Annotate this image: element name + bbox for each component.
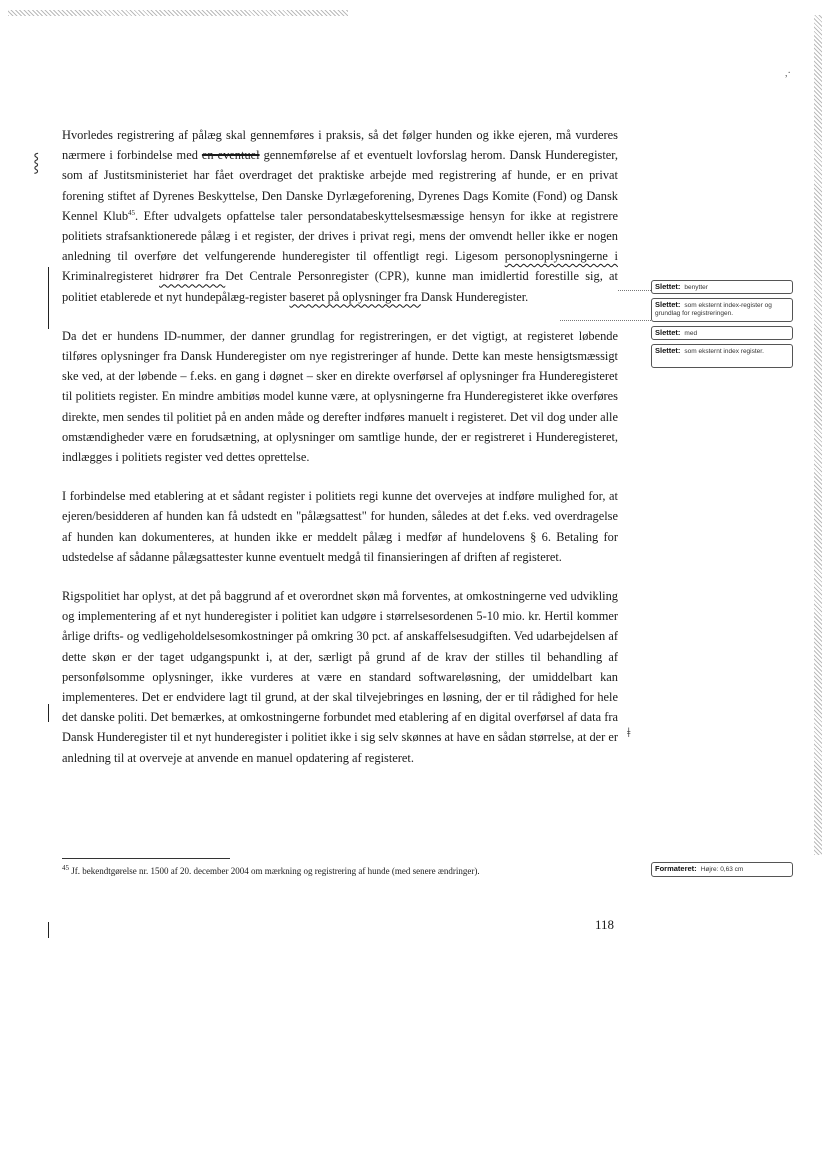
inserted-text: baseret på oplysninger fra [289,289,421,304]
paragraph-4: Rigspolitiet har oplyst, at det på baggrund af et overordnet skøn må forventes, at omkostningerne ved udvikling og implementering af et nyt hunderegister i politiet kan udgøre i størrelsesordenen 5-10 mio. kr. Hertil kommer årlige drifts- og vedligeholdelsesomkostninger på omkring 30 pct. af anskaffelsesudgiften. Ved udarbejdelsen af dette skøn er der taget udgangspunkt i, at der, særligt på grund af de krav der stilles til behandling af personfølsomme oplysninger, ikke vurderes at være en standard softwareløsning, der umiddelbart kan implementeres. Det er endvidere lagt til grund, at der skal tilvejebringes en løsning, der er til rådighed for hele det danske politi. Det bemærkes, at omkostningerne forbundet med etablering af en digital overførsel af data fra Dansk Hunderegister til et nyt hunderegister i politiet ikke i sig selv skønnes at have en sådan størrelse, at der er anledning til at overveje at anvende en manuel opdatering af registeret. [62,589,618,765]
footnote-text: Jf. bekendtgørelse nr. 1500 af 20. december 2004 om mærkning og registrering af hunde (med senere ændringer). [71,866,480,876]
scan-artifact-right [814,15,822,855]
balloon-text: med [684,330,698,337]
comment-leader [618,290,651,291]
balloon-label: Formateret: [655,864,697,873]
margin-mark-icon: ǂ [627,726,631,741]
paragraph-1 [62,125,618,307]
text-run: . Efter udvalgets opfattelse taler persondatabeskyttelsesmæssige hensyn for ikke at registrere politiets strafsanktionerede pålæg i et register, der drives i privat regi, mens der omvendt heller ikke er nogen anledning til overføre det velfungerende hunderegister til offentligt regi. Ligesom [62,208,618,264]
footnote [62,865,622,877]
balloon-label: Slettet: [655,300,681,309]
track-change-balloon[interactable] [651,344,793,368]
comment-leader [560,320,651,321]
footnote-number: 45 [62,864,69,872]
balloon-text: Højre: 0,63 cm [700,866,744,873]
text-run: gennemførelse af et eventuelt lovforslag herom. Dansk Hunderegister, som af Justitsministeriet har fået overdraget det praktiske arbejde med registrering af hunde, er en privat forening stiftet af Dyrenes Beskyttelse, Den Danske Dyrlægeforening, Dyrenes Dags Komite (Fond) og Dansk Kennel Klub [62,148,619,223]
change-bar [48,704,49,722]
balloon-label: Slettet: [655,328,681,337]
track-change-balloon[interactable] [651,326,793,340]
change-bar [48,267,49,329]
inserted-text: hidrører fra [159,269,226,284]
format-balloon[interactable] [651,862,793,877]
text-run: Hvorledes registrering af pålæg skal gennemføres i praksis, så det følger hunden og ikke ejeren, må vurderes nærmere i forbindelse med [62,128,618,163]
balloon-label: Slettet: [655,282,681,291]
deleted-text: en eventuel [201,148,260,163]
track-change-balloon[interactable] [651,280,793,294]
page-number: 118 [595,917,615,932]
footnote-separator [62,858,230,859]
scan-artifact-top [8,10,348,16]
document-body [62,125,618,787]
track-change-balloon[interactable] [651,298,793,322]
change-bar [48,922,49,938]
footnote-reference[interactable]: 45 [128,208,136,217]
paragraph-3: I forbindelse med etablering at et sådant register i politiets regi kunne det overvejes at indføre mulighed for, at ejeren/besidderen af hunden kan få udstedt en "pålægsattest" for hunden, således at det f.eks. ved overdragelse af hunden kan dokumenteres, at hunden ikke er meddelt pålæg i medfør af hundelovens § 6. Betaling for udstedelse af sådanne pålægsattester kunne eventuelt medgå til finansieringen af driften af registeret. [62,489,618,564]
balloon-label: Slettet: [655,346,681,355]
balloon-text: som eksternt index-register og grundlag for registreringen. [655,302,772,317]
text-run: Kriminalregisteret [62,269,160,284]
paragraph-2: Da det er hundens ID-nummer, der danner grundlag for registreringen, er det vigtigt, at registeret løbende tilføres oplysninger fra Dansk Hunderegister om nye registreringer af hunde. Dette kan meste hensigtsmæssigt ske ved, at der løbende – f.eks. en gang i døgnet – sker en direkte overførsel af oplysninger fra Hunderegisteret til politiets register. En mindre ambitiøs model kunne være, at oplysningerne fra Hunderegisteret ikke overføres direkte, men sendes til politiet på en anden måde og derefter indføres manuelt i registeret. Det vil dog under alle omstændigheder være en forudsætning, at oplysninger om samtlige hunde, der er registreret i Hunderegisteret, indlægges i politiets register ved dettes oprettelse. [62,328,618,465]
scan-speck: ,· [785,68,791,79]
inserted-text: personoplysningerne i [504,249,618,264]
balloon-text: benytter [684,284,708,291]
text-run: Det Centrale Personregister (CPR), kunne man imidlertid forestille sig, at politiet etablerede et nyt hundepålæg-register [62,269,618,304]
margin-mark-icon: ⸾ [33,152,40,172]
text-run: Dansk Hunderegister. [420,289,529,304]
balloon-text: som eksternt index register. [684,348,764,355]
